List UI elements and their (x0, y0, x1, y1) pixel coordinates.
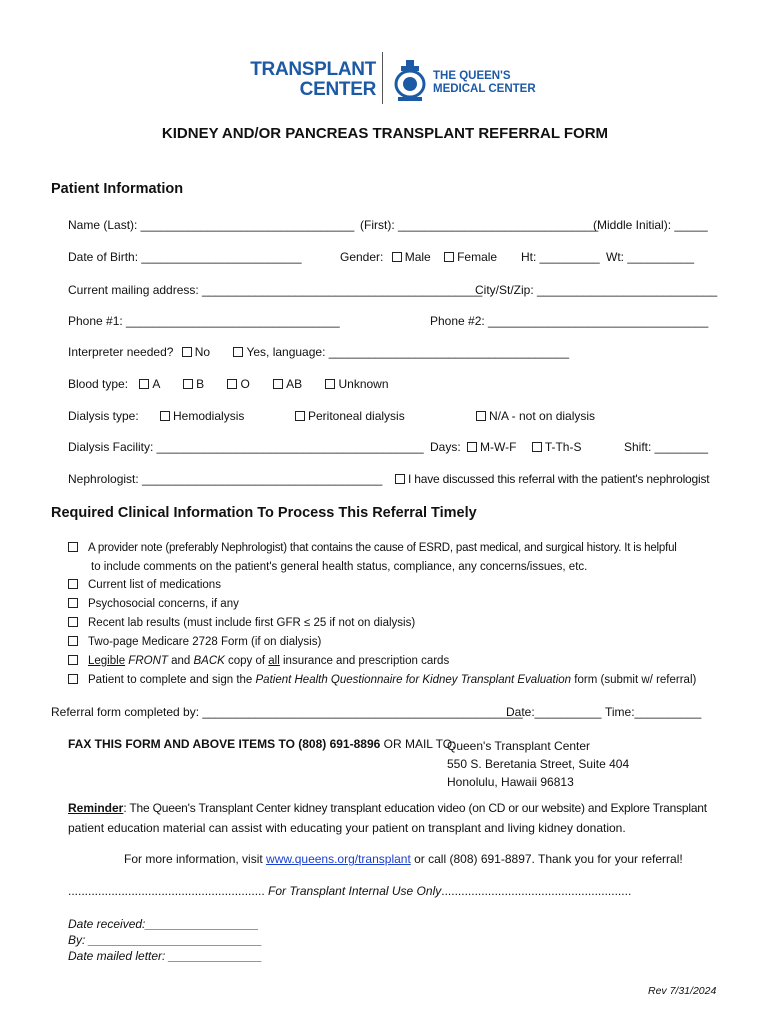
dialysis-hemo-checkbox[interactable] (160, 411, 170, 421)
days-mwf-checkbox[interactable] (467, 442, 477, 452)
phone2-field[interactable]: Phone #2: _________________________________ (430, 314, 709, 328)
days-mwf-label: M-W-F (480, 440, 517, 454)
phone1-field[interactable]: Phone #1: ________________________________ (68, 314, 340, 328)
website-link[interactable]: www.queens.org/transplant (266, 852, 411, 866)
days-tths-checkbox[interactable] (532, 442, 542, 452)
reminder-line1 (68, 801, 707, 815)
queens-crest-icon (393, 58, 427, 104)
required-item-psychosocial (68, 598, 239, 610)
blood-b-checkbox[interactable] (183, 379, 193, 389)
city-field[interactable]: City/St/Zip: ___________________________ (475, 283, 718, 297)
interpreter-group (68, 345, 569, 359)
blood-type-group (68, 377, 389, 391)
dialysis-peritoneal-checkbox[interactable] (295, 411, 305, 421)
date-mailed-field[interactable]: Date mailed letter: ______________ (68, 949, 263, 963)
dialysis-na-label: N/A - not on dialysis (489, 409, 596, 423)
insurance-copyof: copy of (224, 655, 269, 667)
gender-male-checkbox[interactable] (392, 252, 402, 262)
interpreter-label: Interpreter needed? (68, 345, 174, 359)
patient-info-heading: Patient Information (51, 181, 184, 197)
labs-text: Recent lab results (must include first GFR ≤ 25 if not on dialysis) (88, 617, 416, 629)
insurance-legible: Legible (88, 655, 126, 667)
required-item-medications (68, 579, 221, 591)
interpreter-yes-field[interactable]: Yes, language: ____________________________________ (246, 345, 570, 359)
insurance-checkbox[interactable] (68, 655, 78, 665)
days-group (430, 440, 581, 454)
received-by-field[interactable]: By: __________________________ (68, 933, 263, 947)
gender-group (340, 250, 497, 264)
mailing-address-line2: 550 S. Beretania Street, Suite 404 (447, 757, 630, 771)
or-mail-text: OR MAIL TO: (380, 737, 456, 751)
blood-a-label: A (152, 377, 160, 391)
blood-unknown-label: Unknown (338, 377, 389, 391)
questionnaire-post: form (submit w/ referral) (571, 674, 697, 686)
nephrologist-field[interactable]: Nephrologist: ____________________________________ (68, 472, 383, 486)
address-field[interactable]: Current mailing address: __________________________________________ (68, 283, 483, 297)
logo-left-line2: CENTER (299, 79, 376, 100)
days-tths-label: T-Th-S (544, 440, 582, 454)
insurance-back: BACK (193, 655, 225, 667)
questionnaire-checkbox[interactable] (68, 674, 78, 684)
nephrologist-discussed-label: I have discussed this referral with the patient's nephrologist (408, 472, 710, 486)
logo-right-line2: MEDICAL CENTER (433, 83, 536, 95)
psychosocial-checkbox[interactable] (68, 598, 78, 608)
mailing-address-line3: Honolulu, Hawaii 96813 (447, 775, 574, 789)
queens-medical-center-logo (433, 70, 536, 96)
days-label: Days: (430, 440, 461, 454)
fax-number-text: FAX THIS FORM AND ABOVE ITEMS TO (808) 691-8896 (68, 737, 381, 751)
shift-field[interactable]: Shift: ________ (624, 440, 709, 454)
medicare-text: Two-page Medicare 2728 Form (if on dialysis) (88, 636, 322, 648)
insurance-and: and (167, 655, 194, 667)
internal-use-divider (68, 884, 631, 898)
fax-instruction (68, 737, 455, 751)
blood-type-label: Blood type: (68, 377, 129, 391)
medicare-checkbox[interactable] (68, 636, 78, 646)
internal-dots-left: ........................................................... (68, 884, 265, 898)
interpreter-no-checkbox[interactable] (182, 347, 192, 357)
reminder-line2: patient education material can assist with educating your patient on transplant and living kidney donation. (68, 821, 626, 835)
provider-note-text-cont: to include comments on the patient's general health status, compliance, any concerns/issues, etc. (91, 561, 588, 573)
questionnaire-title: Patient Health Questionnaire for Kidney Transplant Evaluation (255, 674, 572, 686)
interpreter-no-label: No (194, 345, 211, 359)
mailing-address-line1: Queen's Transplant Center (447, 739, 591, 753)
dialysis-hemo-option (160, 409, 244, 423)
reminder-text: : The Queen's Transplant Center kidney transplant education video (on CD or our website) and Explore Transplant (123, 801, 707, 815)
internal-use-label: For Transplant Internal Use Only (264, 884, 442, 898)
insurance-rest: insurance and prescription cards (279, 655, 450, 667)
dialysis-peritoneal-option (295, 409, 405, 423)
dialysis-facility-field[interactable]: Dialysis Facility: ________________________________________ (68, 440, 424, 454)
form-title: KIDNEY AND/OR PANCREAS TRANSPLANT REFERRAL FORM (161, 125, 609, 142)
completed-date-field[interactable]: Date:__________ (506, 705, 602, 719)
internal-dots-right: ......................................................... (441, 884, 632, 898)
required-item-questionnaire (68, 674, 696, 686)
transplant-center-logo (230, 60, 376, 100)
dialysis-na-option (476, 409, 595, 423)
logo-divider (382, 52, 383, 104)
provider-note-checkbox[interactable] (68, 542, 78, 552)
provider-note-text: A provider note (preferably Nephrologist) that contains the cause of ESRD, past medical, and surgical history. It is helpful (88, 542, 677, 554)
mailing-address (447, 737, 629, 791)
nephrologist-discussed-option (395, 472, 709, 486)
dialysis-na-checkbox[interactable] (476, 411, 486, 421)
blood-b-label: B (196, 377, 205, 391)
psychosocial-text: Psychosocial concerns, if any (88, 598, 239, 610)
dialysis-hemo-label: Hemodialysis (173, 409, 245, 423)
height-field[interactable]: Ht: _________ (521, 250, 600, 264)
insurance-front: FRONT (128, 655, 168, 667)
dialysis-type-label: Dialysis type: (68, 409, 139, 423)
required-item-insurance (68, 655, 449, 667)
reminder-label: Reminder (68, 801, 124, 815)
required-item-labs (68, 617, 415, 629)
questionnaire-pre: Patient to complete and sign the (88, 674, 256, 686)
insurance-all: all (268, 655, 280, 667)
interpreter-yes-checkbox[interactable] (233, 347, 243, 357)
completed-by-field[interactable]: Referral form completed by: ________________________________________________ (51, 705, 523, 719)
blood-ab-checkbox[interactable] (273, 379, 283, 389)
required-item-medicare (68, 636, 321, 648)
blood-o-checkbox[interactable] (227, 379, 237, 389)
blood-unknown-checkbox[interactable] (325, 379, 335, 389)
required-item-provider-note (68, 542, 677, 554)
revision-date: Rev 7/31/2024 (648, 985, 717, 997)
name-middle-field[interactable]: (Middle Initial): _____ (593, 218, 708, 232)
logo-right-line1: THE QUEEN'S (433, 70, 511, 82)
medications-checkbox[interactable] (68, 579, 78, 589)
medications-text: Current list of medications (88, 579, 221, 591)
logo-left-line1: TRANSPLANT (250, 59, 376, 80)
date-received-field[interactable]: Date received:_________________ (68, 917, 259, 931)
dob-field[interactable]: Date of Birth: ________________________ (68, 250, 302, 264)
gender-label: Gender: (340, 250, 384, 264)
required-info-heading: Required Clinical Information To Process This Referral Timely (51, 505, 477, 521)
blood-o-label: O (240, 377, 250, 391)
name-first-field[interactable]: (First): ______________________________ (360, 218, 599, 232)
gender-male-label: Male (404, 250, 431, 264)
more-info-line (124, 852, 683, 866)
blood-a-checkbox[interactable] (139, 379, 149, 389)
weight-field[interactable]: Wt: __________ (606, 250, 695, 264)
gender-female-checkbox[interactable] (444, 252, 454, 262)
blood-ab-label: AB (286, 377, 303, 391)
more-info-pre: For more information, visit (124, 852, 267, 866)
nephrologist-discussed-checkbox[interactable] (395, 474, 405, 484)
dialysis-peritoneal-label: Peritoneal dialysis (308, 409, 405, 423)
more-info-post: or call (808) 691-8897. Thank you for your referral! (410, 852, 683, 866)
completed-time-field[interactable]: Time:__________ (605, 705, 702, 719)
gender-female-label: Female (457, 250, 498, 264)
name-last-field[interactable]: Name (Last): ________________________________ (68, 218, 355, 232)
labs-checkbox[interactable] (68, 617, 78, 627)
